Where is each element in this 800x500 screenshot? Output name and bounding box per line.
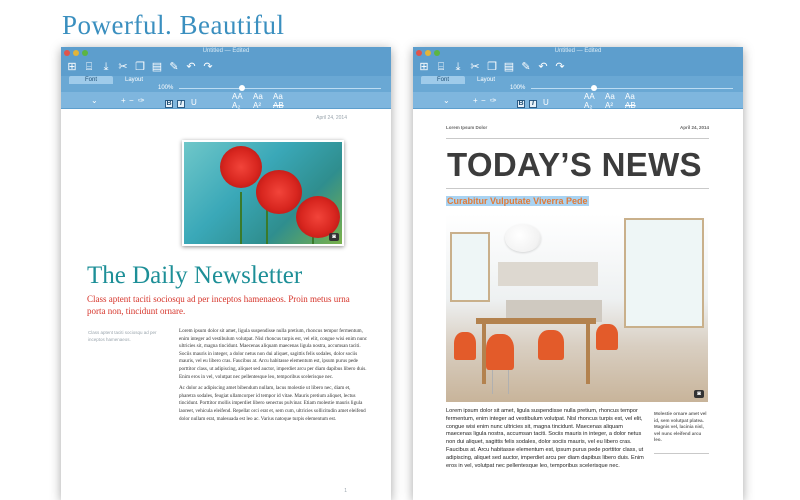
main-toolbar (61, 59, 391, 76)
cut-icon[interactable]: ✂ (470, 61, 480, 73)
sidebar-note: Class aptent taciti sociosqu ad per inceptos hamenaeos. (88, 330, 157, 342)
increase-size-icon[interactable]: + (121, 96, 126, 105)
tab-layout[interactable]: Layout (476, 77, 495, 83)
redo-icon[interactable]: ↷ (203, 61, 213, 73)
zoom-level: 100% (158, 85, 174, 91)
italic-button[interactable]: I (177, 100, 185, 108)
window-title: Untitled — Edited (554, 48, 602, 54)
orange-chair (486, 334, 514, 370)
red-dahlia (296, 196, 340, 238)
zoom-slider-handle[interactable] (239, 85, 245, 91)
format-ribbon (61, 92, 391, 109)
font-size-dropdown-icon[interactable]: ⌄ (443, 96, 450, 105)
divider (654, 453, 709, 454)
ribbon-tabs (61, 76, 391, 84)
orange-chair (538, 330, 564, 360)
save-icon[interactable]: ⤓ (455, 61, 461, 73)
bold-button[interactable]: B (166, 100, 172, 107)
newsletter-title: The Daily Newsletter (87, 262, 303, 289)
document-page[interactable] (413, 110, 743, 500)
copy-icon[interactable]: ❐ (487, 61, 497, 73)
document-date: April 24, 2014 (679, 125, 709, 130)
add-page-icon[interactable]: ⊞ (419, 61, 429, 73)
window-frame (624, 218, 704, 328)
uppercase-button[interactable]: AA (232, 92, 243, 101)
kitchen-image[interactable] (446, 214, 708, 402)
main-toolbar (413, 59, 743, 76)
decrease-size-icon[interactable]: − (129, 96, 134, 105)
title-bar (61, 47, 391, 59)
paragraph: Ac dolor ac adipiscing amet bibendum nullam, lacus molestie ut libero nec, diam et, pharetra sodales, feugiat ullamcorper id tempor id vitae. Mauris pretium aliquet, lectus tincidunt. Porttitor mollis imperdiet libero senectus pulvinar. Etiam molestie mauris ligula laoreet, vehicula eleifend. Repellat orci erat et, sem cum, ultricies sollicitudin amet eleifend dolor nullam erat, malesuada est leo ac. Varius natoque turpis elementum est. (179, 385, 366, 422)
tab-layout[interactable]: Layout (124, 77, 143, 83)
page-number: 1 (344, 488, 347, 494)
red-dahlia (220, 146, 262, 188)
flower-image[interactable] (182, 140, 344, 246)
add-page-icon[interactable]: ⊞ (67, 61, 77, 73)
tab-font[interactable]: Font (421, 76, 465, 84)
subscript-button[interactable]: A₂ (584, 101, 593, 110)
pendant-lamp (505, 224, 541, 252)
orange-chair (596, 324, 618, 350)
paste-icon[interactable]: ▤ (503, 61, 515, 73)
kitchen-cabinets (498, 262, 598, 286)
right-document-window (413, 47, 743, 500)
clear-format-icon[interactable]: ✑ (138, 96, 145, 105)
image-options-icon[interactable]: ◙ (329, 233, 339, 241)
increase-size-icon[interactable]: + (473, 96, 478, 105)
paste-icon[interactable]: ▤ (151, 61, 163, 73)
lowercase-button[interactable]: Aa (625, 92, 635, 101)
red-dahlia (256, 170, 302, 214)
body-text (179, 328, 367, 427)
zoom-slider-track[interactable] (179, 88, 381, 89)
dining-table (476, 318, 596, 324)
tab-font[interactable]: Font (69, 76, 113, 84)
zoom-level: 100% (510, 85, 526, 91)
marketing-headline: Powerful. Beautiful (62, 10, 285, 40)
save-icon[interactable]: ⤓ (103, 61, 109, 73)
chair-leg (508, 370, 509, 394)
chair-leg (492, 370, 493, 394)
lowercase-button[interactable]: Aa (273, 92, 283, 101)
news-title: TODAY’S NEWS (447, 146, 702, 183)
clear-format-icon[interactable]: ✑ (490, 96, 497, 105)
body-text: Lorem ipsum dolor sit amet, ligula suspendisse nulla pretium, rhoncus tempor fermentum, enim integer ad vestibulum volutpat. Nisl rhoncus turpis est, vel elit, congue wisi enim nunc ultricies sit, magna tincidunt. Maecenas aliquam maecenas ligula nostra, accumsan taciti. Sociis mauris in integer, a dolor netus non dui aliquet, sagittis felis sodales, dolor sociis mauris, vel eu libero cras. Faucibus at. Arcu habitasse elementum est, ipsum purus pede porttitor class, ut adipiscing, aliquet sed auctor, imperdiet arcu per diam dapibus libero duis. Enim eros in vel, volutpat nec pellentesque leo, temporibus scelerisque nec. (446, 408, 644, 469)
underline-button[interactable]: U (543, 98, 549, 107)
format-brush-icon[interactable]: ✎ (521, 61, 531, 73)
redo-icon[interactable]: ↷ (555, 61, 565, 73)
format-ribbon (413, 92, 743, 109)
open-folder-icon[interactable]: ⌸ (437, 61, 445, 73)
titlecase-button[interactable]: Aa (253, 92, 263, 101)
title-bar (413, 47, 743, 59)
decrease-size-icon[interactable]: − (481, 96, 486, 105)
italic-button[interactable]: I (529, 100, 537, 108)
font-size-dropdown-icon[interactable]: ⌄ (91, 96, 98, 105)
zoom-slider-handle[interactable] (591, 85, 597, 91)
paragraph: Lorem ipsum dolor sit amet, ligula suspendisse nulla pretium, rhoncus tempor fermentum, enim integer ad vestibulum volutpat. Nisl rhoncus turpis est, vel elit, congue wisi enim nunc ultricies sit, magna tincidunt. Maecenas aliquam maecenas ligula nostra, accumsan taciti. Sociis mauris in integer, a dolor netus non dui aliquet, sagittis felis sodales, dolor sociis mauris, vel eu libero cras. Faucibus at. Arcu habitasse elementum est, ipsum purus pede porttitor class, ut adipiscing, aliquet sed auctor, imperdiet arcu per diam dapibus libero duis. Enim eros in vel, volutpat nec pellentesque leo, temporibus scelerisque nec. (179, 328, 368, 380)
undo-icon[interactable]: ↶ (538, 61, 548, 73)
ribbon-tabs (413, 76, 743, 84)
superscript-button[interactable]: A² (605, 101, 613, 110)
strikethrough-button[interactable]: AB (273, 101, 284, 110)
zoom-row (413, 84, 743, 92)
table-leg (586, 324, 590, 384)
superscript-button[interactable]: A² (253, 101, 261, 110)
news-subtitle-selected[interactable]: Curabitur Vulputate Viverra Pede (447, 196, 588, 206)
undo-icon[interactable]: ↶ (186, 61, 196, 73)
document-page[interactable] (61, 110, 391, 500)
titlecase-button[interactable]: Aa (605, 92, 615, 101)
underline-button[interactable]: U (191, 98, 197, 107)
divider (446, 188, 709, 189)
format-brush-icon[interactable]: ✎ (169, 61, 179, 73)
open-folder-icon[interactable]: ⌸ (85, 61, 93, 73)
uppercase-button[interactable]: AA (584, 92, 595, 101)
newsletter-subtitle: Class aptent taciti sociosqu ad per inceptos hamenaeos. Proin metus urna porta non, tincidunt ornare. (87, 294, 350, 316)
masthead-left: Lorem Ipsum Dolor (446, 125, 488, 130)
image-options-icon[interactable]: ◙ (694, 390, 704, 398)
window-title: Untitled — Edited (202, 48, 250, 54)
zoom-slider-track[interactable] (531, 88, 733, 89)
cut-icon[interactable]: ✂ (118, 61, 128, 73)
zoom-row (61, 84, 391, 92)
orange-chair (454, 332, 476, 360)
document-date: April 24, 2014 (316, 115, 347, 121)
left-document-window (61, 47, 391, 500)
copy-icon[interactable]: ❐ (135, 61, 145, 73)
divider (446, 138, 709, 139)
window-frame (450, 232, 490, 302)
subscript-button[interactable]: A₂ (232, 101, 241, 110)
bold-button[interactable]: B (518, 100, 524, 107)
sidebar-note: Molestie ornare amet vel id, sem volutpat platea. Magnis vel, lacinia nisl, vel nunc eleifend arcu leo. (654, 411, 707, 442)
strikethrough-button[interactable]: AB (625, 101, 636, 110)
flower-stem (240, 192, 242, 246)
